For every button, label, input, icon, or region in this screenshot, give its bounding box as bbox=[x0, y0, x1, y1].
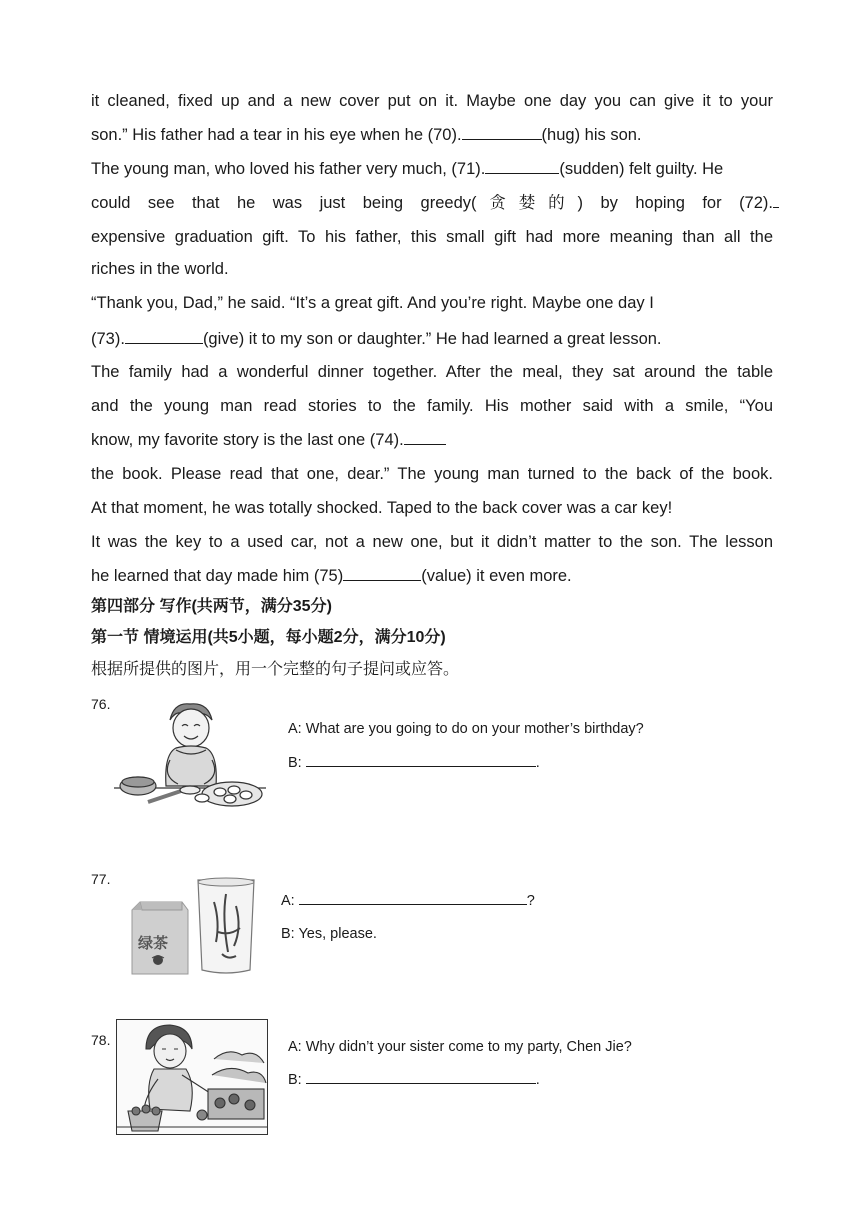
green-tea-illustration bbox=[118, 872, 268, 982]
passage-line-9: The family had a wonderful dinner together. After the meal, they sat around the table bbox=[91, 363, 773, 381]
passage-line-15: he learned that day made him (75) (value) it even more. bbox=[91, 567, 572, 585]
question-77-number: 77. bbox=[91, 871, 111, 887]
tea-bag-label: 绿茶 bbox=[138, 934, 169, 952]
section-sub1-heading: 第一节 情境运用(共5小题，每小题2分，满分10分) bbox=[91, 629, 446, 646]
question-78-number: 78. bbox=[91, 1032, 111, 1048]
question-76-line-b: B: . bbox=[288, 755, 540, 771]
answer-78-input[interactable] bbox=[306, 1071, 536, 1084]
answer-76-input[interactable] bbox=[306, 754, 536, 767]
passage-line-7: “Thank you, Dad,” he said. “It’s a great gift. And you’re right. Maybe one day I bbox=[91, 294, 654, 312]
passage-line-10: and the young man read stories to the family. His mother said with a smile, “You bbox=[91, 397, 773, 415]
passage-line-4: could see that he was just being greedy(贪婪的) by hoping for (72). bbox=[91, 193, 781, 213]
question-77-line-a: A: ? bbox=[281, 893, 535, 909]
section-part4-heading: 第四部分 写作(共两节，满分35分) bbox=[91, 598, 332, 615]
blank-72[interactable] bbox=[773, 193, 779, 208]
boy-cooking-illustration bbox=[114, 698, 266, 814]
question-77-line-b: B: Yes, please. bbox=[281, 926, 377, 942]
passage-line-12: the book. Please read that one, dear.” The young man turned to the back of the book. bbox=[91, 465, 773, 483]
passage-line-8: (73). (give) it to my son or daughter.” He had learned a great lesson. bbox=[91, 330, 662, 348]
question-78-line-a: A: Why didn’t your sister come to my party, Chen Jie? bbox=[288, 1039, 632, 1055]
question-78-line-b: B: . bbox=[288, 1072, 540, 1088]
answer-77-input[interactable] bbox=[299, 892, 527, 905]
question-76-line-a: A: What are you going to do on your mother’s birthday? bbox=[288, 721, 644, 737]
question-76-number: 76. bbox=[91, 696, 111, 712]
passage-line-6: riches in the world. bbox=[91, 260, 229, 278]
blank-71[interactable] bbox=[485, 159, 559, 174]
section-instruction: 根据所提供的图片，用一个完整的句子提问或应答。 bbox=[91, 661, 460, 678]
girl-picking-strawberries-illustration bbox=[116, 1019, 268, 1135]
blank-70[interactable] bbox=[462, 125, 542, 140]
passage-line-3: The young man, who loved his father very much, (71). (sudden) felt guilty. He bbox=[91, 160, 724, 178]
passage-line-2: son.” His father had a tear in his eye when he (70). (hug) his son. bbox=[91, 126, 642, 144]
blank-75[interactable] bbox=[343, 566, 421, 581]
passage-line-11: know, my favorite story is the last one (74). bbox=[91, 430, 773, 450]
blank-74[interactable] bbox=[404, 430, 446, 445]
passage-line-1: it cleaned, fixed up and a new cover put on it. Maybe one day you can give it to your bbox=[91, 92, 773, 110]
passage-line-5: expensive graduation gift. To his father, this small gift had more meaning than all the bbox=[91, 228, 773, 246]
passage-line-14: It was the key to a used car, not a new one, but it didn’t matter to the son. The lesson bbox=[91, 533, 773, 551]
blank-73[interactable] bbox=[125, 329, 203, 344]
passage-line-13: At that moment, he was totally shocked. Taped to the back cover was a car key! bbox=[91, 499, 673, 517]
